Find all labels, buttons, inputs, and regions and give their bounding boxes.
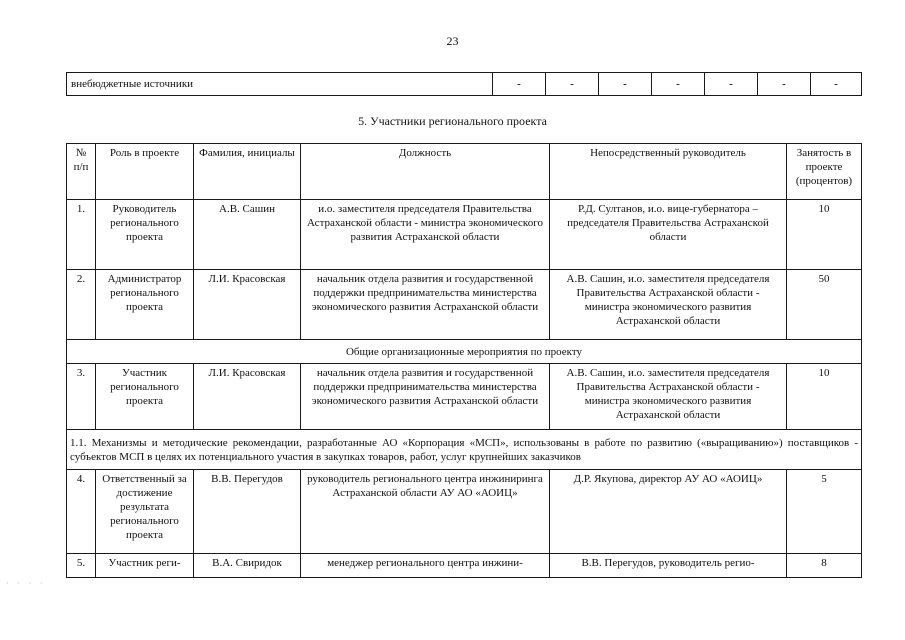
- row-load: 50: [787, 270, 862, 340]
- result-section-label: 1.1. Механизмы и методические рекомендации, разработанные АО «Корпорация «МСП», использованы в работе по развитию («выращиванию») поставщиков - субъектов МСП в целях их потенциального участия в закупках товаров, работ, услуг крупнейших заказчиков: [67, 430, 862, 470]
- row-name: В.А. Свиридок: [194, 554, 301, 578]
- row-load: 10: [787, 200, 862, 270]
- section-row: [67, 430, 862, 470]
- row-load: 5: [787, 470, 862, 554]
- row-manager: В.В. Перегудов, руководитель регио-: [550, 554, 787, 578]
- funding-value: -: [705, 73, 758, 96]
- row-load: 10: [787, 364, 862, 430]
- row-position: руководитель регионального центра инжиниринга Астраханской области АУ АО «АОИЦ»: [301, 470, 550, 554]
- row-num: 1.: [67, 200, 96, 270]
- row-manager: А.В. Сашин, и.о. заместителя председателя Правительства Астраханской области - министра экономического развития Астраханской области: [550, 270, 787, 340]
- funding-label: внебюджетные источники: [67, 73, 493, 96]
- row-name: В.В. Перегудов: [194, 470, 301, 554]
- funding-value: -: [652, 73, 705, 96]
- table-row: [67, 270, 862, 340]
- row-name: Л.И. Красовская: [194, 270, 301, 340]
- table-row: [67, 554, 862, 578]
- table-row: [67, 364, 862, 430]
- row-role: Ответственный за достижение результата регионального проекта: [96, 470, 194, 554]
- funding-value: -: [599, 73, 652, 96]
- row-position: начальник отдела развития и государственной поддержки предпринимательства министерства экономического развития Астраханской области: [301, 364, 550, 430]
- funding-table: [66, 72, 862, 96]
- row-name: А.В. Сашин: [194, 200, 301, 270]
- header-role: Роль в проекте: [96, 144, 194, 200]
- row-role: Руководитель регионального проекта: [96, 200, 194, 270]
- row-num: 3.: [67, 364, 96, 430]
- row-name: Л.И. Красовская: [194, 364, 301, 430]
- funding-row: [67, 73, 862, 96]
- funding-value: -: [811, 73, 862, 96]
- row-role: Участник регионального проекта: [96, 364, 194, 430]
- row-position: начальник отдела развития и государственной поддержки предпринимательства министерства экономического развития Астраханской области: [301, 270, 550, 340]
- row-manager: Р.Д. Султанов, и.о. вице-губернатора – председателя Правительства Астраханской области: [550, 200, 787, 270]
- row-num: 2.: [67, 270, 96, 340]
- header-manager: Непосредственный руководитель: [550, 144, 787, 200]
- scan-dots: · · · ·: [6, 578, 46, 588]
- section-title: 5. Участники регионального проекта: [358, 114, 547, 128]
- header-load: Занятость в проекте (процентов): [787, 144, 862, 200]
- funding-value: -: [546, 73, 599, 96]
- participants-table: [66, 143, 862, 578]
- table-row: [67, 470, 862, 554]
- general-section-label: Общие организационные мероприятия по проекту: [67, 340, 862, 364]
- row-manager: А.В. Сашин, и.о. заместителя председателя Правительства Астраханской области - министра экономического развития Астраханской области: [550, 364, 787, 430]
- row-position: менеджер регионального центра инжини-: [301, 554, 550, 578]
- row-num: 5.: [67, 554, 96, 578]
- funding-value: -: [758, 73, 811, 96]
- row-manager: Д.Р. Якупова, директор АУ АО «АОИЦ»: [550, 470, 787, 554]
- row-num: 4.: [67, 470, 96, 554]
- section-row: [67, 340, 862, 364]
- funding-value: -: [493, 73, 546, 96]
- table-row: [67, 200, 862, 270]
- row-load: 8: [787, 554, 862, 578]
- page-number: 23: [446, 34, 459, 48]
- header-num: № п/п: [67, 144, 96, 200]
- row-position: и.о. заместителя председателя Правительства Астраханской области - министра экономического развития Астраханской области: [301, 200, 550, 270]
- header-name: Фамилия, инициалы: [194, 144, 301, 200]
- table-header-row: [67, 144, 862, 200]
- row-role: Администратор регионального проекта: [96, 270, 194, 340]
- row-role: Участник реги-: [96, 554, 194, 578]
- header-position: Должность: [301, 144, 550, 200]
